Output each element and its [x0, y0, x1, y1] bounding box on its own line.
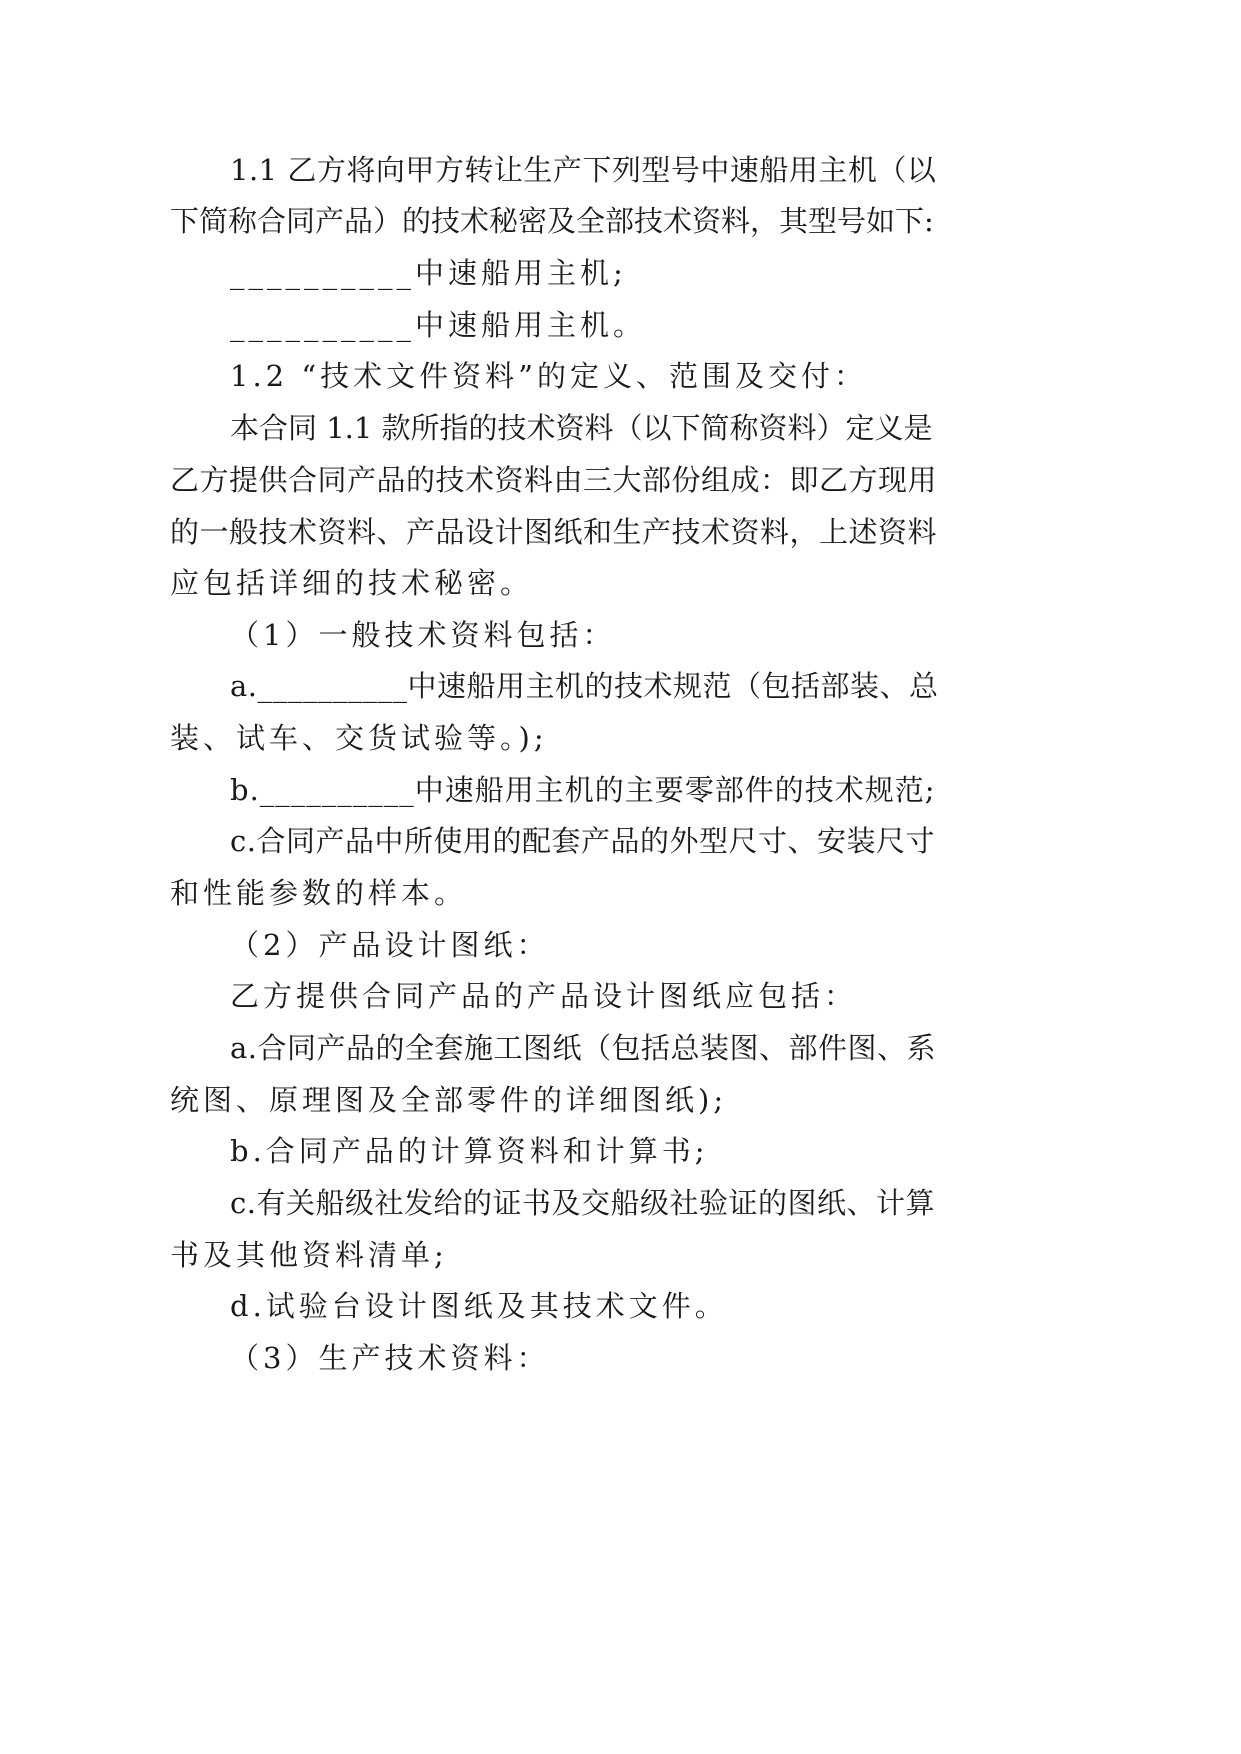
text-line-24: （3）生产技术资料：	[230, 1341, 550, 1375]
text-line-11: a.__________中速船用主机的技术规范（包括部装、总	[230, 669, 939, 703]
text-line-7: 乙方提供合同产品的技术资料由三大部份组成：即乙方现用	[170, 463, 938, 497]
text-line-20: b.合同产品的计算资料和计算书;	[230, 1134, 709, 1168]
text-line-18: a.合同产品的全套施工图纸（包括总装图、部件图、系	[230, 1031, 937, 1065]
text-line-5: 1.2 “技术文件资料”的定义、范围及交付：	[230, 359, 867, 393]
text-line-9: 应包括详细的技术秘密。	[170, 566, 534, 600]
text-line-8: 的一般技术资料、产品设计图纸和生产技术资料，上述资料	[170, 515, 938, 549]
text-line-2: 下简称合同产品）的技术秘密及全部技术资料，其型号如下:	[170, 204, 934, 238]
text-line-1: 1.1 乙方将向甲方转让生产下列型号中速船用主机（以	[230, 153, 937, 187]
text-line-23: d.试验台设计图纸及其技术文件。	[230, 1289, 728, 1323]
text-line-22: 书及其他资料清单;	[170, 1238, 448, 1272]
text-line-14: c.合同产品中所使用的配套产品的外型尺寸、安装尺寸	[230, 824, 935, 858]
text-line-4: __________中速船用主机。	[230, 308, 647, 342]
text-line-13: b.__________中速船用主机的主要零部件的技术规范;	[230, 773, 936, 807]
text-line-17: 乙方提供合同产品的产品设计图纸应包括：	[230, 979, 858, 1013]
text-line-3: __________中速船用主机;	[230, 256, 627, 290]
text-line-19: 统图、原理图及全部零件的详细图纸);	[170, 1083, 728, 1117]
text-line-15: 和性能参数的样本。	[170, 876, 468, 910]
text-line-16: （2）产品设计图纸：	[230, 928, 550, 962]
text-line-6: 本合同 1.1 款所指的技术资料（以下简称资料）定义是	[230, 411, 933, 445]
text-line-10: （1）一般技术资料包括：	[230, 618, 616, 652]
text-line-12: 装、试车、交货试验等。);	[170, 721, 548, 755]
text-line-21: c.有关船级社发给的证书及交船级社验证的图纸、计算	[230, 1186, 935, 1220]
